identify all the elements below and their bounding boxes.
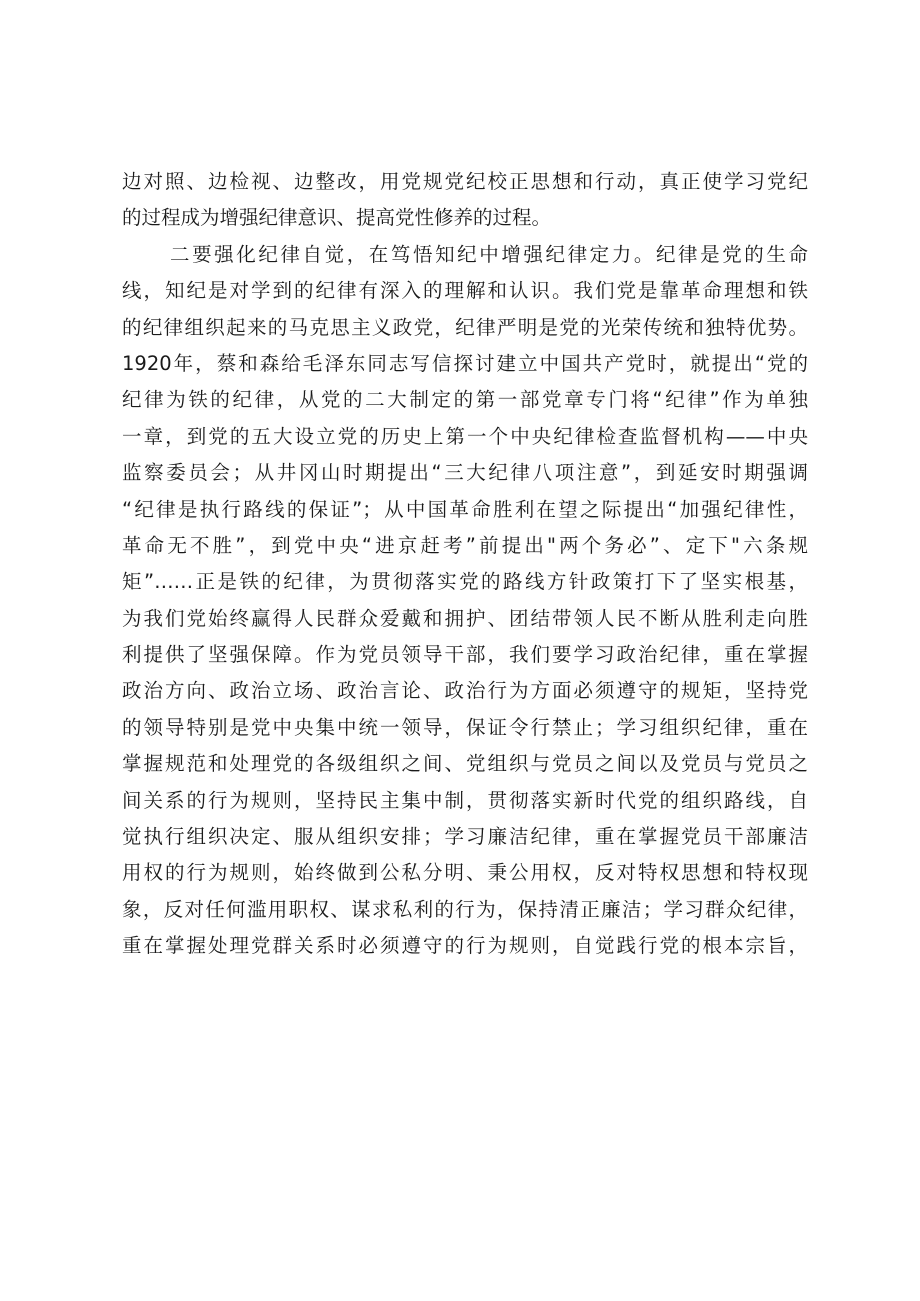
- body-text: [122, 164, 808, 965]
- text-line: 线，知纪是对学到的纪律有深入的理解和认识。我们党是靠革命理想和铁: [122, 279, 808, 303]
- text-line: “纪律是执行路线的保证”；从中国革命胜利在望之际提出“加强纪律性，: [122, 497, 808, 521]
- text-line: 监察委员会；从井冈山时期提出“三大纪律八项注意”，到延安时期强调: [122, 461, 808, 485]
- paragraph-start-line: 二要强化纪律自觉，在笃悟知纪中增强纪律定力。纪律是党的生命: [170, 242, 808, 266]
- text-line: 用权的行为规则，始终做到公私分明、秉公用权，反对特权思想和特权现: [122, 861, 808, 885]
- text-line: 重在掌握处理党群关系时必须遵守的行为规则，自觉践行党的根本宗旨，: [122, 934, 808, 958]
- text-line: 纪律为铁的纪律，从党的二大制定的第一部党章专门将“纪律”作为单独: [122, 388, 808, 412]
- text-line: 政治方向、政治立场、政治言论、政治行为方面必须遵守的规矩，坚持党: [122, 679, 808, 703]
- text-line: 间关系的行为规则，坚持民主集中制，贯彻落实新时代党的组织路线，自: [122, 788, 808, 812]
- text-line: 革命无不胜”，到党中央“进京赶考”前提出"两个务必”、定下"六条规: [122, 533, 808, 557]
- text-line: 象，反对任何滥用职权、谋求私利的行为，保持清正廉洁；学习群众纪律，: [122, 897, 808, 921]
- text-line: 矩”……正是铁的纪律，为贯彻落实党的路线方针政策打下了坚实根基，: [122, 570, 808, 594]
- text-line: 的领导特别是党中央集中统一领导，保证令行禁止；学习组织纪律，重在: [122, 715, 808, 739]
- text-line: 1920年，蔡和森给毛泽东同志写信探讨建立中国共产党时，就提出“党的: [122, 351, 808, 375]
- text-line: 边对照、边检视、边整改，用党规党纪校正思想和行动，真正使学习党纪: [122, 170, 808, 193]
- text-line: 的纪律组织起来的马克思主义政党，纪律严明是党的光荣传统和独特优势。: [122, 315, 808, 339]
- text-line: 掌握规范和处理党的各级组织之间、党组织与党员之间以及党员与党员之: [122, 752, 808, 776]
- text-line: 利提供了坚强保障。作为党员领导干部，我们要学习政治纪律，重在掌握: [122, 643, 808, 667]
- text-line: 一章，到党的五大设立党的历史上第一个中央纪律检查监督机构——中央: [122, 424, 808, 448]
- text-line: 的过程成为增强纪律意识、提高党性修养的过程。: [122, 206, 552, 230]
- text-line: 觉执行组织决定、服从组织安排；学习廉洁纪律，重在掌握党员干部廉洁: [122, 825, 808, 849]
- text-line: 为我们党始终赢得人民群众爱戴和拥护、团结带领人民不断从胜利走向胜: [122, 606, 808, 630]
